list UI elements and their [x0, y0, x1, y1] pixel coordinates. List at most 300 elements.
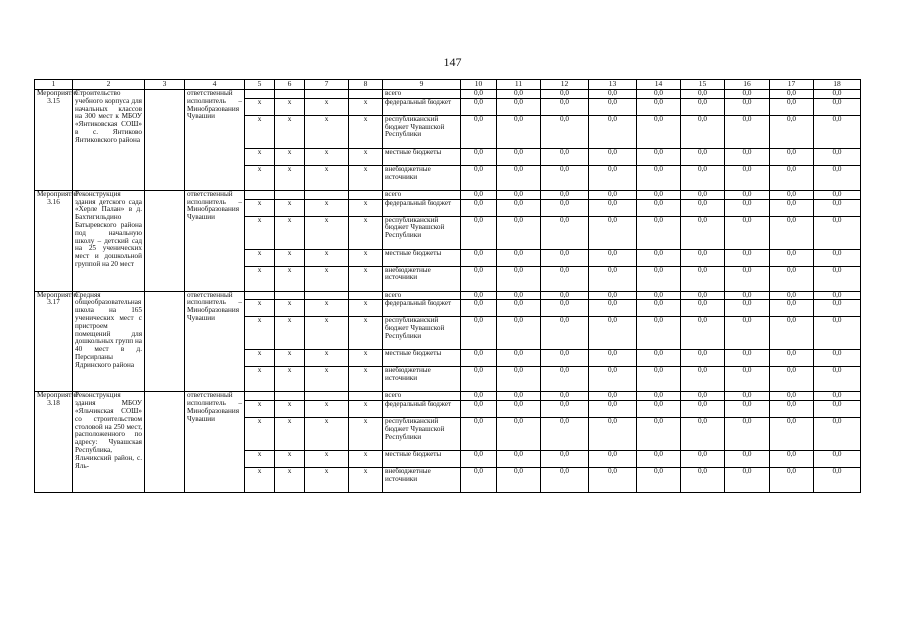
value-cell: 0,0	[681, 216, 725, 249]
x-mark-cell: x	[245, 148, 275, 165]
value-cell: 0,0	[770, 418, 814, 451]
value-cell: 0,0	[814, 300, 861, 317]
value-cell: 0,0	[681, 468, 725, 493]
value-cell: 0,0	[541, 249, 589, 266]
program-table	[34, 79, 861, 493]
measure-id: Мероприятие 3.16	[35, 190, 73, 291]
value-cell: 0,0	[770, 392, 814, 401]
value-cell: 0,0	[461, 90, 497, 99]
x-mark-cell: x	[349, 367, 383, 392]
x-mark-cell: x	[305, 468, 349, 493]
x-mark-cell: x	[275, 367, 305, 392]
header-cell: 2	[73, 80, 145, 90]
funding-source: республиканский бюджет Чувашской Республики	[383, 317, 461, 350]
value-cell: 0,0	[637, 418, 681, 451]
value-cell: 0,0	[589, 249, 637, 266]
value-cell: 0,0	[461, 401, 497, 418]
value-cell: 0,0	[814, 367, 861, 392]
funding-source: внебюджетные источники	[383, 468, 461, 493]
x-mark-cell: x	[349, 165, 383, 190]
value-cell: 0,0	[637, 115, 681, 148]
value-cell: 0,0	[814, 115, 861, 148]
value-cell: 0,0	[541, 165, 589, 190]
funding-source: республиканский бюджет Чувашской Республики	[383, 115, 461, 148]
header-cell: 3	[145, 80, 185, 90]
value-cell: 0,0	[637, 190, 681, 199]
x-mark-cell: x	[305, 249, 349, 266]
value-cell: 0,0	[770, 98, 814, 115]
value-cell: 0,0	[589, 190, 637, 199]
x-mark-cell: x	[349, 300, 383, 317]
funding-source: всего	[383, 291, 461, 300]
value-cell: 0,0	[770, 165, 814, 190]
value-cell: 0,0	[497, 468, 541, 493]
x-mark-cell: x	[245, 451, 275, 468]
value-cell: 0,0	[541, 300, 589, 317]
x-mark-cell: x	[245, 418, 275, 451]
value-cell: 0,0	[770, 115, 814, 148]
value-cell: 0,0	[681, 115, 725, 148]
value-cell: 0,0	[814, 350, 861, 367]
value-cell: 0,0	[770, 291, 814, 300]
x-mark-cell: x	[305, 165, 349, 190]
x-mark-cell	[245, 190, 275, 199]
value-cell: 0,0	[461, 317, 497, 350]
value-cell: 0,0	[461, 392, 497, 401]
value-cell: 0,0	[681, 392, 725, 401]
executor-cell: ответственный исполнитель – Минобразования Чувашии	[185, 291, 245, 392]
header-cell: 9	[383, 80, 461, 90]
x-mark-cell: x	[349, 216, 383, 249]
header-cell: 13	[589, 80, 637, 90]
executor-cell: ответственный исполнитель – Минобразования Чувашии	[185, 190, 245, 291]
value-cell: 0,0	[681, 249, 725, 266]
x-mark-cell: x	[305, 451, 349, 468]
x-mark-cell	[245, 90, 275, 99]
executor-cell: ответственный исполнитель – Минобразования Чувашии	[185, 90, 245, 191]
header-cell: 4	[185, 80, 245, 90]
x-mark-cell	[275, 90, 305, 99]
header-cell: 14	[637, 80, 681, 90]
value-cell: 0,0	[461, 98, 497, 115]
value-cell: 0,0	[461, 300, 497, 317]
funding-source: федеральный бюджет	[383, 300, 461, 317]
table-row	[35, 190, 861, 199]
value-cell: 0,0	[770, 199, 814, 216]
x-mark-cell: x	[275, 317, 305, 350]
value-cell: 0,0	[541, 468, 589, 493]
value-cell: 0,0	[497, 216, 541, 249]
header-cell: 17	[770, 80, 814, 90]
value-cell: 0,0	[497, 266, 541, 291]
x-mark-cell: x	[305, 300, 349, 317]
value-cell: 0,0	[637, 367, 681, 392]
value-cell: 0,0	[541, 216, 589, 249]
x-mark-cell: x	[275, 418, 305, 451]
x-mark-cell: x	[349, 350, 383, 367]
empty-cell	[145, 190, 185, 291]
value-cell: 0,0	[589, 468, 637, 493]
value-cell: 0,0	[770, 317, 814, 350]
empty-cell	[145, 392, 185, 493]
value-cell: 0,0	[461, 115, 497, 148]
value-cell: 0,0	[814, 199, 861, 216]
value-cell: 0,0	[637, 291, 681, 300]
value-cell: 0,0	[770, 148, 814, 165]
value-cell: 0,0	[461, 148, 497, 165]
value-cell: 0,0	[770, 90, 814, 99]
x-mark-cell: x	[245, 216, 275, 249]
x-mark-cell: x	[349, 148, 383, 165]
value-cell: 0,0	[770, 266, 814, 291]
value-cell: 0,0	[637, 468, 681, 493]
value-cell: 0,0	[725, 300, 770, 317]
funding-source: местные бюджеты	[383, 148, 461, 165]
header-cell: 8	[349, 80, 383, 90]
value-cell: 0,0	[814, 249, 861, 266]
value-cell: 0,0	[589, 367, 637, 392]
x-mark-cell: x	[349, 418, 383, 451]
x-mark-cell	[349, 190, 383, 199]
value-cell: 0,0	[461, 451, 497, 468]
x-mark-cell: x	[275, 468, 305, 493]
value-cell: 0,0	[497, 291, 541, 300]
funding-source: местные бюджеты	[383, 451, 461, 468]
x-mark-cell: x	[245, 98, 275, 115]
x-mark-cell: x	[305, 266, 349, 291]
x-mark-cell: x	[349, 317, 383, 350]
x-mark-cell: x	[305, 199, 349, 216]
x-mark-cell: x	[305, 115, 349, 148]
value-cell: 0,0	[725, 418, 770, 451]
value-cell: 0,0	[770, 350, 814, 367]
funding-source: федеральный бюджет	[383, 199, 461, 216]
value-cell: 0,0	[725, 90, 770, 99]
x-mark-cell: x	[305, 148, 349, 165]
x-mark-cell: x	[245, 165, 275, 190]
value-cell: 0,0	[637, 148, 681, 165]
x-mark-cell: x	[245, 317, 275, 350]
x-mark-cell	[305, 90, 349, 99]
value-cell: 0,0	[725, 148, 770, 165]
value-cell: 0,0	[770, 300, 814, 317]
value-cell: 0,0	[589, 451, 637, 468]
x-mark-cell: x	[275, 148, 305, 165]
x-mark-cell	[275, 190, 305, 199]
value-cell: 0,0	[497, 418, 541, 451]
value-cell: 0,0	[681, 418, 725, 451]
measure-name: Реконструкция здания МБОУ «Яльчикская СОШ» со строительством столовой на 250 мест, расположенного по адресу: Чувашская Республика, Яльчикский район, с. Яль-	[73, 392, 145, 493]
value-cell: 0,0	[541, 451, 589, 468]
value-cell: 0,0	[497, 165, 541, 190]
value-cell: 0,0	[589, 98, 637, 115]
value-cell: 0,0	[725, 291, 770, 300]
value-cell: 0,0	[681, 300, 725, 317]
table-row	[35, 90, 861, 99]
value-cell: 0,0	[681, 451, 725, 468]
table-body	[35, 90, 861, 493]
value-cell: 0,0	[497, 317, 541, 350]
executor-cell: ответственный исполнитель – Минобразования Чувашии	[185, 392, 245, 493]
x-mark-cell: x	[305, 98, 349, 115]
x-mark-cell: x	[245, 468, 275, 493]
value-cell: 0,0	[814, 266, 861, 291]
value-cell: 0,0	[589, 291, 637, 300]
value-cell: 0,0	[681, 98, 725, 115]
value-cell: 0,0	[461, 418, 497, 451]
x-mark-cell: x	[275, 165, 305, 190]
value-cell: 0,0	[637, 249, 681, 266]
header-cell: 6	[275, 80, 305, 90]
value-cell: 0,0	[814, 190, 861, 199]
value-cell: 0,0	[589, 300, 637, 317]
value-cell: 0,0	[725, 216, 770, 249]
x-mark-cell: x	[245, 300, 275, 317]
x-mark-cell: x	[275, 249, 305, 266]
value-cell: 0,0	[725, 317, 770, 350]
value-cell: 0,0	[637, 90, 681, 99]
value-cell: 0,0	[589, 90, 637, 99]
measure-name: Строительство учебного корпуса для начальных классов на 300 мест к МБОУ «Янтиковская СОШ» в с. Янтиково Янтиковского района	[73, 90, 145, 191]
value-cell: 0,0	[461, 468, 497, 493]
value-cell: 0,0	[497, 148, 541, 165]
value-cell: 0,0	[681, 190, 725, 199]
value-cell: 0,0	[497, 98, 541, 115]
value-cell: 0,0	[589, 317, 637, 350]
value-cell: 0,0	[637, 401, 681, 418]
value-cell: 0,0	[814, 451, 861, 468]
x-mark-cell: x	[349, 249, 383, 266]
value-cell: 0,0	[814, 216, 861, 249]
x-mark-cell: x	[305, 317, 349, 350]
measure-id: Мероприятие 3.15	[35, 90, 73, 191]
value-cell: 0,0	[637, 451, 681, 468]
value-cell: 0,0	[541, 148, 589, 165]
value-cell: 0,0	[541, 367, 589, 392]
value-cell: 0,0	[541, 98, 589, 115]
header-cell: 18	[814, 80, 861, 90]
value-cell: 0,0	[725, 392, 770, 401]
value-cell: 0,0	[681, 401, 725, 418]
value-cell: 0,0	[497, 350, 541, 367]
value-cell: 0,0	[541, 115, 589, 148]
value-cell: 0,0	[814, 468, 861, 493]
value-cell: 0,0	[541, 350, 589, 367]
x-mark-cell: x	[245, 266, 275, 291]
x-mark-cell: x	[305, 418, 349, 451]
value-cell: 0,0	[725, 199, 770, 216]
value-cell: 0,0	[681, 350, 725, 367]
value-cell: 0,0	[770, 216, 814, 249]
value-cell: 0,0	[637, 216, 681, 249]
x-mark-cell: x	[275, 266, 305, 291]
x-mark-cell: x	[245, 115, 275, 148]
measure-name: Реконструкция здания детского сада «Херле Палан» в д. Бахтигильдино Батыревского района под начальную школу – детский сад на 25 ученических мест и дошкольной группой на 20 мест	[73, 190, 145, 291]
value-cell: 0,0	[725, 165, 770, 190]
value-cell: 0,0	[681, 165, 725, 190]
funding-source: всего	[383, 392, 461, 401]
value-cell: 0,0	[541, 291, 589, 300]
header-cell: 5	[245, 80, 275, 90]
value-cell: 0,0	[770, 190, 814, 199]
value-cell: 0,0	[770, 451, 814, 468]
x-mark-cell	[349, 90, 383, 99]
measure-id: Мероприятие 3.17	[35, 291, 73, 392]
value-cell: 0,0	[637, 392, 681, 401]
header-row	[35, 80, 861, 90]
value-cell: 0,0	[814, 90, 861, 99]
value-cell: 0,0	[541, 401, 589, 418]
x-mark-cell: x	[349, 468, 383, 493]
value-cell: 0,0	[589, 216, 637, 249]
value-cell: 0,0	[497, 90, 541, 99]
measure-id: Мероприятие 3.18	[35, 392, 73, 493]
funding-source: республиканский бюджет Чувашской Республики	[383, 216, 461, 249]
value-cell: 0,0	[725, 401, 770, 418]
value-cell: 0,0	[461, 199, 497, 216]
value-cell: 0,0	[770, 401, 814, 418]
x-mark-cell: x	[275, 216, 305, 249]
value-cell: 0,0	[725, 249, 770, 266]
value-cell: 0,0	[541, 190, 589, 199]
value-cell: 0,0	[637, 199, 681, 216]
funding-source: местные бюджеты	[383, 249, 461, 266]
funding-source: всего	[383, 90, 461, 99]
value-cell: 0,0	[681, 266, 725, 291]
value-cell: 0,0	[497, 392, 541, 401]
x-mark-cell: x	[349, 199, 383, 216]
value-cell: 0,0	[541, 392, 589, 401]
value-cell: 0,0	[461, 216, 497, 249]
value-cell: 0,0	[725, 468, 770, 493]
value-cell: 0,0	[814, 392, 861, 401]
x-mark-cell: x	[305, 350, 349, 367]
x-mark-cell: x	[245, 350, 275, 367]
x-mark-cell: x	[245, 249, 275, 266]
funding-source: всего	[383, 190, 461, 199]
value-cell: 0,0	[541, 199, 589, 216]
value-cell: 0,0	[814, 317, 861, 350]
value-cell: 0,0	[681, 367, 725, 392]
funding-source: внебюджетные источники	[383, 367, 461, 392]
value-cell: 0,0	[497, 249, 541, 266]
value-cell: 0,0	[770, 468, 814, 493]
x-mark-cell: x	[275, 451, 305, 468]
value-cell: 0,0	[541, 266, 589, 291]
value-cell: 0,0	[681, 291, 725, 300]
value-cell: 0,0	[541, 317, 589, 350]
value-cell: 0,0	[461, 165, 497, 190]
value-cell: 0,0	[589, 115, 637, 148]
value-cell: 0,0	[589, 392, 637, 401]
value-cell: 0,0	[725, 190, 770, 199]
value-cell: 0,0	[589, 418, 637, 451]
empty-cell	[145, 291, 185, 392]
x-mark-cell: x	[305, 367, 349, 392]
funding-source: местные бюджеты	[383, 350, 461, 367]
empty-cell	[145, 90, 185, 191]
value-cell: 0,0	[461, 249, 497, 266]
value-cell: 0,0	[461, 367, 497, 392]
value-cell: 0,0	[770, 249, 814, 266]
header-cell: 11	[497, 80, 541, 90]
x-mark-cell	[305, 190, 349, 199]
value-cell: 0,0	[637, 350, 681, 367]
value-cell: 0,0	[814, 148, 861, 165]
x-mark-cell: x	[349, 115, 383, 148]
value-cell: 0,0	[461, 266, 497, 291]
value-cell: 0,0	[637, 300, 681, 317]
value-cell: 0,0	[725, 98, 770, 115]
funding-source: внебюджетные источники	[383, 266, 461, 291]
value-cell: 0,0	[461, 291, 497, 300]
value-cell: 0,0	[497, 367, 541, 392]
value-cell: 0,0	[497, 401, 541, 418]
x-mark-cell: x	[275, 300, 305, 317]
x-mark-cell: x	[275, 350, 305, 367]
value-cell: 0,0	[637, 317, 681, 350]
x-mark-cell: x	[305, 401, 349, 418]
x-mark-cell: x	[275, 401, 305, 418]
value-cell: 0,0	[497, 300, 541, 317]
x-mark-cell: x	[245, 199, 275, 216]
funding-source: внебюджетные источники	[383, 165, 461, 190]
value-cell: 0,0	[589, 199, 637, 216]
funding-source: республиканский бюджет Чувашской Республики	[383, 418, 461, 451]
value-cell: 0,0	[497, 451, 541, 468]
value-cell: 0,0	[814, 401, 861, 418]
x-mark-cell: x	[349, 98, 383, 115]
value-cell: 0,0	[497, 115, 541, 148]
value-cell: 0,0	[814, 98, 861, 115]
value-cell: 0,0	[725, 350, 770, 367]
page-number: 147	[443, 55, 462, 69]
value-cell: 0,0	[725, 266, 770, 291]
value-cell: 0,0	[497, 199, 541, 216]
value-cell: 0,0	[637, 165, 681, 190]
header-cell: 16	[725, 80, 770, 90]
value-cell: 0,0	[589, 165, 637, 190]
value-cell: 0,0	[681, 148, 725, 165]
value-cell: 0,0	[589, 350, 637, 367]
value-cell: 0,0	[541, 418, 589, 451]
value-cell: 0,0	[637, 266, 681, 291]
value-cell: 0,0	[814, 165, 861, 190]
value-cell: 0,0	[461, 350, 497, 367]
value-cell: 0,0	[461, 190, 497, 199]
value-cell: 0,0	[725, 451, 770, 468]
x-mark-cell: x	[275, 199, 305, 216]
header-cell: 1	[35, 80, 73, 90]
x-mark-cell: x	[275, 115, 305, 148]
header-cell: 7	[305, 80, 349, 90]
header-cell: 12	[541, 80, 589, 90]
value-cell: 0,0	[497, 190, 541, 199]
funding-source: федеральный бюджет	[383, 401, 461, 418]
value-cell: 0,0	[725, 115, 770, 148]
value-cell: 0,0	[725, 367, 770, 392]
value-cell: 0,0	[589, 401, 637, 418]
measure-name: Средняя общеобразовательная школа на 165 ученических мест с пристроем помещений для дошкольных групп на 40 мест в д. Персирланы Ядринского района	[73, 291, 145, 392]
value-cell: 0,0	[681, 199, 725, 216]
x-mark-cell: x	[245, 401, 275, 418]
value-cell: 0,0	[681, 317, 725, 350]
header-cell: 15	[681, 80, 725, 90]
x-mark-cell: x	[349, 266, 383, 291]
x-mark-cell: x	[275, 98, 305, 115]
x-mark-cell: x	[349, 451, 383, 468]
funding-source: федеральный бюджет	[383, 98, 461, 115]
